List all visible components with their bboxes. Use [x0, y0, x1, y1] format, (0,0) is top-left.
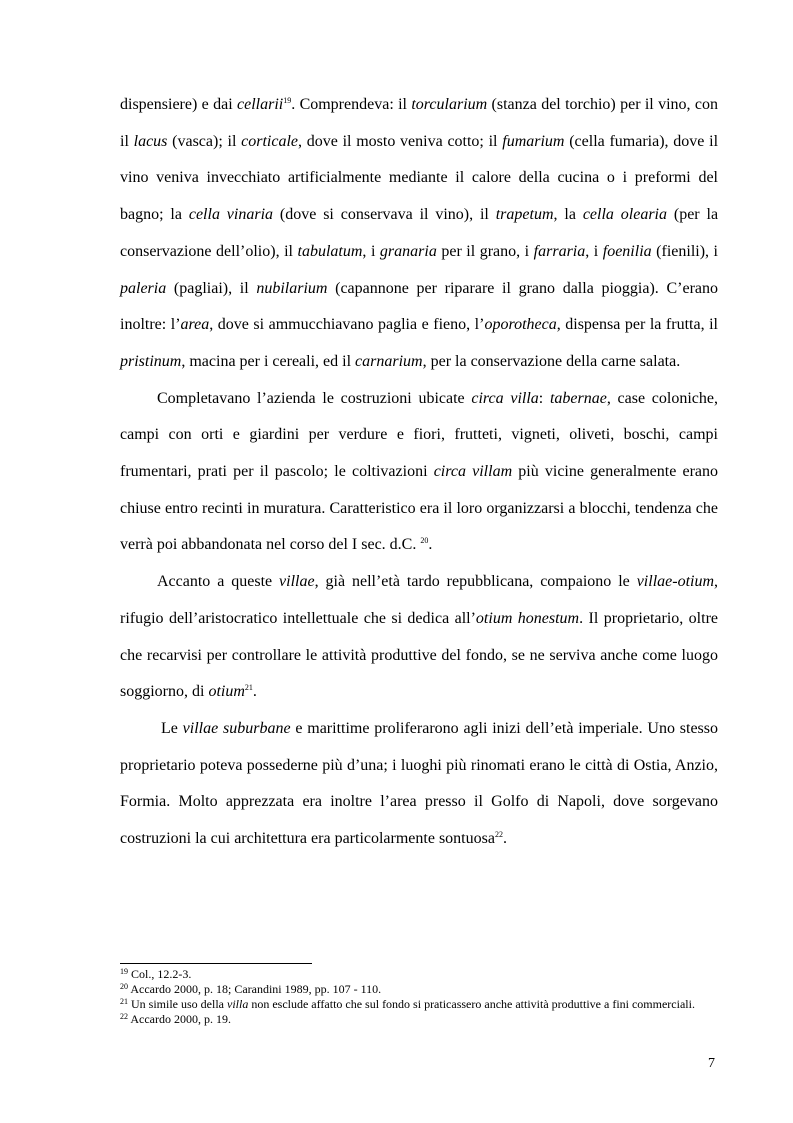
text-run: Accardo 2000, p. 18; Carandini 1989, pp. 107 - 110.: [128, 982, 382, 996]
text-run: (fienili), i: [651, 242, 719, 260]
text-run: (pagliai), il: [166, 279, 257, 297]
text-run: , macina per i cereali, ed il: [181, 352, 356, 370]
italic-term: lacus: [133, 132, 168, 150]
text-run: , dove si ammucchiavano paglia e fieno, l’: [209, 316, 485, 334]
italic-term: tabulatum: [297, 242, 363, 260]
text-run: . Comprendeva: il: [291, 96, 412, 113]
footnote-20: [120, 982, 718, 997]
italic-term: paleria: [120, 279, 167, 297]
footnote-reference: 21: [244, 683, 253, 693]
text-run: (per la conservazione dell’olio), il: [120, 206, 719, 260]
text-run: , i: [585, 242, 603, 260]
text-run: dispensiere) e dai: [120, 96, 237, 113]
italic-term: pristinum: [120, 352, 182, 370]
text-run: Accanto a queste: [157, 573, 280, 591]
italic-term: carnarium: [355, 352, 423, 370]
text-run: (capannone per riparare il grano dalla pioggia). C’erano inoltre: l’: [120, 279, 718, 334]
text-run: (vasca); il: [167, 132, 242, 150]
text-run: , rifugio dell’aristocratico intellettuale che si dedica all’: [120, 573, 719, 627]
footnote-reference: 19: [120, 967, 128, 976]
paragraph-4: [120, 711, 718, 858]
text-run: per il grano, i: [436, 242, 534, 260]
italic-term: trapetum: [495, 206, 554, 224]
text-run: , dove il mosto veniva cotto; il: [298, 132, 503, 150]
italic-term: farraria: [533, 242, 586, 260]
footnote-reference: 20: [120, 982, 128, 991]
italic-term: villae: [279, 573, 315, 591]
text-run: , la: [553, 206, 583, 224]
paragraph-3: [120, 564, 718, 711]
text-run: e marittime proliferarono agli inizi dell’età imperiale. Uno stesso proprietario poteva possederne più d’una; i luoghi più rinomati erano le città di Ostia, Anzio, Formia. Molto apprezzata era inoltre l’area presso il Golfo di Napoli, dove sorgevano costruzioni la cui architettura era particolarmente sontuosa: [120, 719, 719, 848]
italic-term: cella vinaria: [188, 206, 274, 224]
footnote-reference: 19: [283, 96, 292, 105]
text-run: Col., 12.2-3.: [128, 967, 192, 981]
footnote-reference: 21: [120, 997, 128, 1006]
italic-term: otium honestum: [475, 609, 580, 627]
text-run: , i: [362, 242, 380, 260]
italic-term: fumarium: [502, 132, 565, 150]
page-number: 7: [708, 1056, 715, 1071]
italic-term: villae-otium: [636, 573, 715, 591]
footnote-21: [120, 997, 718, 1012]
text-run: , già nell’età tardo repubblicana, compaiono le: [314, 573, 637, 591]
text-run: (cella fumaria), dove il vino veniva invecchiato artificialmente mediante il calore della cucina o i preformi del bagno; la: [120, 132, 719, 224]
text-run: Un simile uso della: [128, 997, 227, 1011]
text-run: , dispensa per la frutta, il: [556, 316, 718, 334]
text-run: Completavano l’azienda le costruzioni ubicate: [157, 389, 472, 407]
footnote-reference: 22: [494, 830, 503, 840]
footnote-reference: 20: [420, 536, 429, 546]
italic-term: cellarii: [237, 96, 284, 113]
text-run: non esclude affatto che sul fondo si praticassero anche attività produttive a fini commerciali.: [248, 997, 695, 1011]
text-run: , case coloniche, campi con orti e giardini per verdure e fiori, frutteti, vigneti, oliveti, boschi, campi frumentari, prati per il pascolo; le coltivazioni: [120, 389, 719, 481]
footnotes: [120, 967, 718, 1027]
text-run: (dove si conservava il vino), il: [273, 206, 496, 224]
text-run: .: [252, 683, 257, 701]
italic-term: tabernae: [549, 389, 607, 407]
text-run: Accardo 2000, p. 19.: [128, 1012, 231, 1026]
italic-term: torcularium: [411, 96, 488, 113]
text-run: , per la conservazione della carne salata.: [422, 352, 681, 370]
footnote-separator: [120, 963, 312, 964]
text-run: (stanza del torchio) per il vino, con il: [120, 96, 718, 150]
footnote-reference: 22: [120, 1012, 128, 1021]
text-run: più vicine generalmente erano chiuse entro recinti in muratura. Caratteristico era il loro organizzarsi a blocchi, tendenza che verrà poi abbandonata nel corso del I sec. d.C.: [120, 463, 719, 554]
text-run: :: [538, 389, 550, 407]
italic-term: nubilarium: [256, 279, 328, 297]
italic-term: granaria: [379, 242, 437, 260]
footnote-19: [120, 967, 718, 982]
italic-term: circa villa: [471, 389, 539, 407]
text-run: . Il proprietario, oltre che recarvisi per controllare le attività produttive del fondo, se ne serviva anche come luogo soggiorno, di: [120, 609, 718, 701]
italic-term: otium: [208, 683, 245, 701]
italic-term: circa villam: [433, 463, 513, 481]
body-text: [120, 87, 718, 858]
text-run: .: [428, 536, 433, 554]
text-run: .: [502, 830, 507, 848]
italic-term: villae suburbane: [182, 719, 291, 737]
italic-term: area: [180, 316, 210, 334]
paragraph-1: [120, 87, 718, 381]
italic-term: foenilia: [602, 242, 652, 260]
italic-term: oporotheca: [484, 316, 557, 334]
italic-term: corticale: [241, 132, 299, 150]
italic-term: cella olearia: [582, 206, 667, 224]
paragraph-2: [120, 381, 718, 565]
italic-term: villa: [227, 997, 249, 1011]
footnote-22: [120, 1012, 718, 1027]
text-run: Le: [161, 719, 183, 737]
